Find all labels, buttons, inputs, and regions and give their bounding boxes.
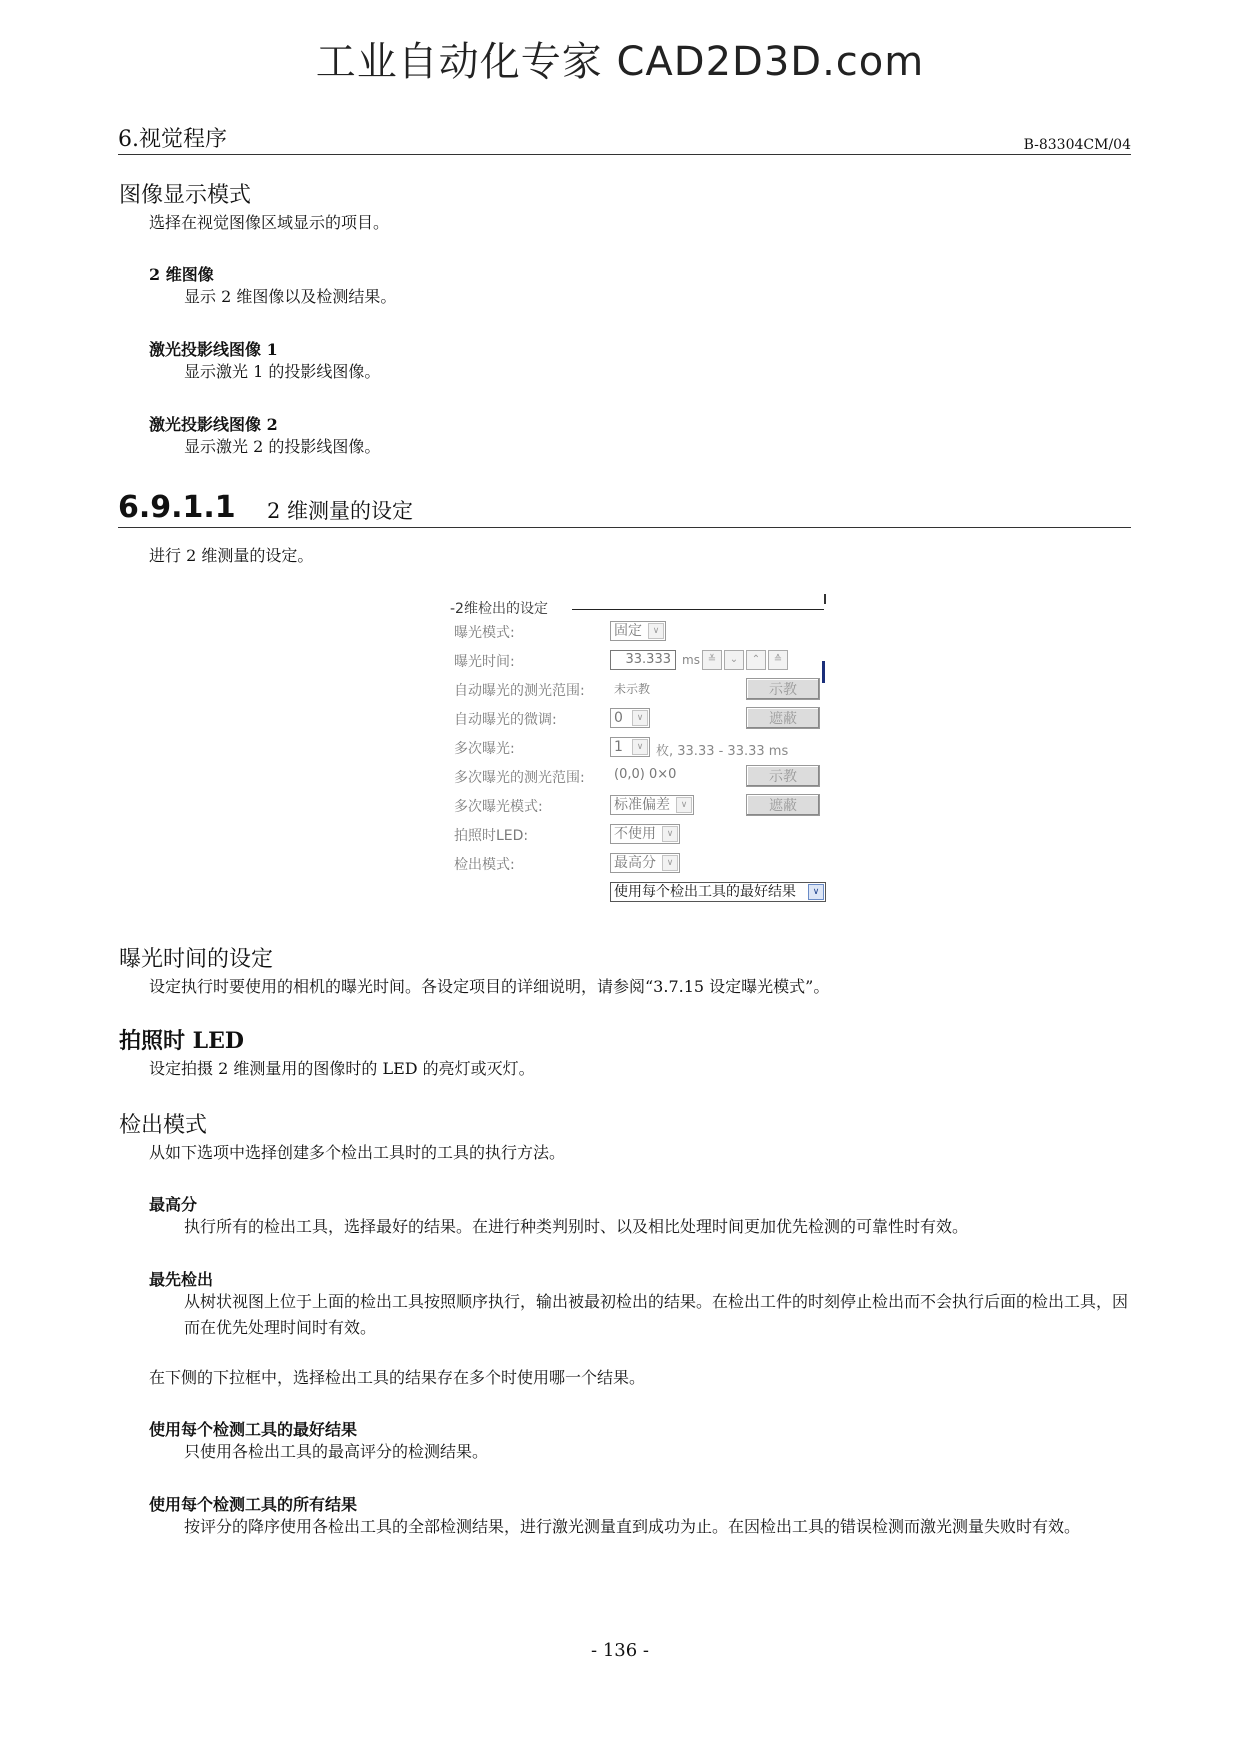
option-desc-all: 按评分的降序使用各检出工具的全部检测结果，进行激光测量直到成功为止。在因检出工具的错误检测而激光测量失败时有效。 (184, 1517, 1081, 1536)
detect-item-label-highest: 最高分 (149, 1195, 198, 1214)
snap-led-select[interactable] (610, 824, 680, 844)
section-heading (118, 487, 1131, 528)
metering-range-row (454, 677, 826, 701)
detect-mode-value: 最高分 (614, 855, 656, 871)
result-option-value: 使用每个检出工具的最好结果 (614, 884, 796, 900)
teach-button[interactable]: 示教 (746, 765, 820, 787)
exposure-setting-heading: 曝光时间的设定 (119, 947, 274, 972)
detect-mode-label: 检出模式: (454, 857, 515, 873)
section-desc: 进行 2 维测量的设定。 (149, 546, 314, 565)
metering-range-label: 自动曝光的测光范围: (454, 683, 585, 699)
exposure-mode-row (454, 619, 826, 643)
panel-corner-mark (824, 594, 826, 604)
multi-exposure-mode-label: 多次曝光模式: (454, 799, 543, 815)
detect-item-desc-first: 从树状视图上位于上面的检出工具按照顺序执行，输出被最初检出的结果。在检出工件的时刻停止检出而不会执行后面的检出工具，因而在优先处理时间时有效。 (184, 1292, 1129, 1337)
detect-mode-select[interactable] (610, 853, 680, 873)
item-desc-2d-image: 显示 2 维图像以及检测结果。 (184, 287, 397, 306)
metering-range-value: 未示教 (614, 682, 651, 696)
exposure-mode-value: 固定 (614, 623, 642, 639)
multi-exposure-mode-value: 标准偏差 (614, 797, 670, 813)
2d-detection-settings-panel (446, 592, 826, 914)
led-setting-heading: 拍照时 LED (119, 1028, 244, 1054)
fast-increase-button[interactable]: ≙ (768, 650, 788, 670)
multi-exposure-row (454, 735, 826, 759)
chevron-down-icon: ∨ (662, 826, 678, 842)
multi-exposure-range-text: 枚, 33.33 - 33.33 ms (656, 744, 789, 759)
chevron-down-icon: ∨ (632, 739, 648, 755)
multi-exposure-mode-row (454, 793, 826, 817)
page-header (118, 124, 1131, 155)
option-desc-best: 只使用各检出工具的最高评分的检测结果。 (184, 1442, 489, 1461)
item-label-2d-image: 2 维图像 (149, 265, 214, 284)
multi-metering-range-label: 多次曝光的测光范围: (454, 770, 585, 786)
chevron-down-icon: ∨ (648, 623, 664, 639)
fieldset-rule (572, 609, 824, 610)
exposure-time-input[interactable]: 33.333 (610, 650, 676, 670)
detect-mode-desc: 从如下选项中选择创建多个检出工具时的工具的执行方法。 (149, 1143, 566, 1162)
panel-edge-bar (822, 661, 825, 683)
image-display-heading: 图像显示模式 (119, 183, 252, 208)
document-number: B-83304CM/04 (1023, 137, 1131, 153)
exposure-time-row (454, 648, 826, 672)
item-label-laser-1: 激光投影线图像 1 (149, 340, 278, 359)
decrease-button[interactable]: ⌄ (724, 650, 744, 670)
chapter-title: 6.视觉程序 (118, 127, 227, 152)
item-desc-laser-1: 显示激光 1 的投影线图像。 (184, 362, 381, 381)
multi-exposure-value: 1 (614, 739, 623, 755)
exposure-mode-select[interactable] (610, 621, 666, 641)
chevron-down-icon: ∨ (676, 797, 692, 813)
result-option-select[interactable] (610, 882, 826, 902)
increase-button[interactable]: ⌃ (746, 650, 766, 670)
fine-adjust-value: 0 (614, 710, 623, 726)
detect-item-label-first: 最先检出 (149, 1270, 214, 1289)
fast-decrease-button[interactable]: ≚ (702, 650, 722, 670)
mask-button[interactable]: 遮蔽 (746, 707, 820, 729)
section-title: 2 维测量的设定 (267, 499, 414, 523)
led-setting-desc: 设定拍摄 2 维测量用的图像时的 LED 的亮灯或灭灯。 (149, 1059, 535, 1078)
panel-legend: -2维检出的设定 (450, 598, 550, 618)
option-label-all: 使用每个检测工具的所有结果 (149, 1495, 358, 1514)
exposure-setting-desc: 设定执行时要使用的相机的曝光时间。各设定项目的详细说明，请参阅“3.7.15 设定曝光模式”。 (149, 977, 830, 996)
image-display-desc: 选择在视觉图像区域显示的项目。 (149, 213, 390, 232)
watermark: 工业自动化专家 CAD2D3D.com (315, 39, 925, 85)
detect-mode-row (454, 851, 826, 875)
chevron-down-icon: ∨ (808, 884, 824, 900)
fine-adjust-row (454, 706, 826, 730)
snap-led-row (454, 822, 826, 846)
multi-exposure-select[interactable] (610, 737, 650, 757)
multi-exposure-mode-select[interactable] (610, 795, 694, 815)
mask-button[interactable]: 遮蔽 (746, 794, 820, 816)
dropdown-note: 在下侧的下拉框中，选择检出工具的结果存在多个时使用哪一个结果。 (149, 1368, 646, 1387)
section-number: 6.9.1.1 (118, 490, 236, 525)
multi-exposure-label: 多次曝光: (454, 741, 515, 757)
exposure-time-label: 曝光时间: (454, 654, 515, 670)
multi-metering-range-row (454, 764, 826, 788)
item-label-laser-2: 激光投影线图像 2 (149, 415, 278, 434)
option-label-best: 使用每个检测工具的最好结果 (149, 1420, 358, 1439)
snap-led-value: 不使用 (614, 826, 656, 842)
item-desc-laser-2: 显示激光 2 的投影线图像。 (184, 437, 381, 456)
detect-item-desc-highest: 执行所有的检出工具，选择最好的结果。在进行种类判别时、以及相比处理时间更加优先检测的可靠性时有效。 (184, 1217, 969, 1236)
multi-metering-range-value: (0,0) 0×0 (614, 767, 677, 782)
snap-led-label: 拍照时LED: (454, 828, 529, 844)
chevron-down-icon: ∨ (662, 855, 678, 871)
detect-mode-heading: 检出模式 (119, 1113, 208, 1138)
fine-adjust-label: 自动曝光的微调: (454, 712, 557, 728)
page-number: - 136 - (591, 1640, 649, 1661)
fine-adjust-select[interactable] (610, 708, 650, 728)
chevron-down-icon: ∨ (632, 710, 648, 726)
teach-button[interactable]: 示教 (746, 678, 820, 700)
exposure-mode-label: 曝光模式: (454, 625, 515, 641)
exposure-time-unit: ms (682, 653, 700, 667)
